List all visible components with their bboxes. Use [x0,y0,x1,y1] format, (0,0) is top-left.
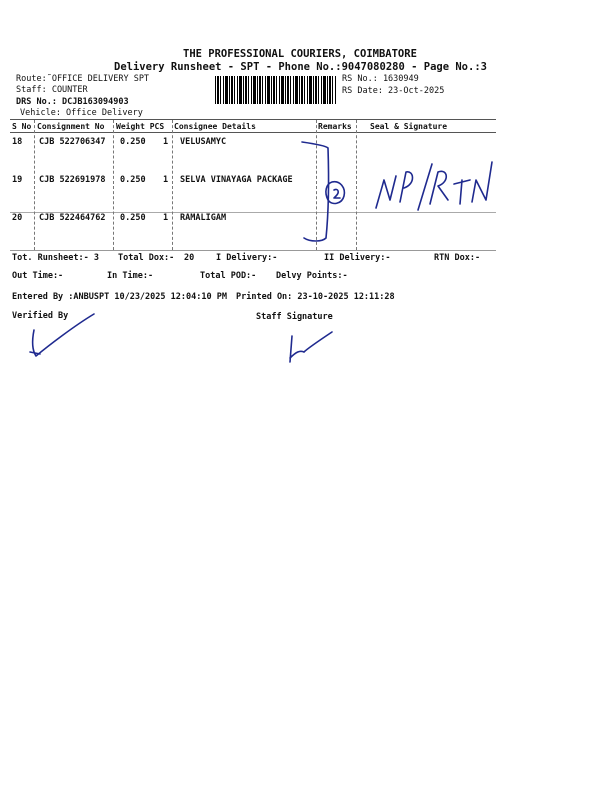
header-sno: S No [12,122,32,131]
staff-signature [286,328,346,368]
i-delivery: I Delivery:- [216,253,278,263]
header-weight-pcs: Weight PCS [116,122,165,131]
verified-by-label: Verified By [12,311,69,321]
row-consignee: VELUSAMYC [180,137,227,147]
runsheet-subtitle: Delivery Runsheet - SPT - Phone No.:9047080280 - Page No.:3 [114,61,487,73]
row-weight: 0.250 [120,137,146,147]
header-seal: Seal & Signature [370,122,448,131]
staff-text: Staff: COUNTER [16,85,88,95]
rtn-dox: RTN Dox:- [434,253,481,263]
row-consignment: CJB 522464762 [39,213,106,223]
row-sno: 18 [12,137,23,147]
row-consignment: CJB 522691978 [39,175,106,185]
header-consignee: Consignee Details [174,122,256,131]
entered-by: Entered By :ANBUSPT 10/23/2025 12:04:10 PM [12,292,227,302]
total-pod: Total POD:- [200,271,257,281]
row-consignee: SELVA VINAYAGA PACKAGE [180,175,293,185]
remarks-bracket-mark [296,138,356,248]
ii-delivery: II Delivery:- [324,253,391,263]
seal-handwriting-np-rtn [368,150,508,220]
staff-signature-label: Staff Signature [256,312,333,322]
row-sno: 19 [12,175,23,185]
col-divider [356,120,357,250]
row-weight: 0.250 [120,175,146,185]
row-pcs: 1 [163,137,169,147]
table-header-border [10,132,496,133]
total-runsheet: Tot. Runsheet:- 3 [12,253,99,263]
verified-signature [28,312,108,362]
in-time: In Time:- [107,271,154,281]
row-consignment: CJB 522706347 [39,137,106,147]
table-bottom-border [10,250,496,251]
vehicle-text: Vehicle: Office Delivery [20,108,143,118]
printed-on: Printed On: 23-10-2025 12:11:28 [236,292,395,302]
total-dox-label: Total Dox:- [118,253,175,263]
row-pcs: 1 [163,175,169,185]
barcode [215,76,337,104]
total-dox-value: 20 [184,253,195,263]
company-title: THE PROFESSIONAL COURIERS, COIMBATORE [183,48,417,60]
table-top-border [10,119,496,120]
delvy-points: Delvy Points:- [276,271,348,281]
out-time: Out Time:- [12,271,64,281]
col-divider [172,120,173,250]
row-consignee: RAMALIGAM [180,213,227,223]
rs-date: RS Date: 23-Oct-2025 [342,86,445,96]
col-divider [34,120,35,250]
header-remarks: Remarks [318,122,352,131]
row-sno: 20 [12,213,23,223]
drs-number: DRS No.: DCJB163094903 [16,97,129,107]
header-consignment: Consignment No [37,122,105,131]
col-divider [113,120,114,250]
row-weight: 0.250 [120,213,146,223]
rs-number: RS No.: 1630949 [342,74,419,84]
row-pcs: 1 [163,213,169,223]
route-text: Route:˜OFFICE DELIVERY SPT [16,74,150,84]
